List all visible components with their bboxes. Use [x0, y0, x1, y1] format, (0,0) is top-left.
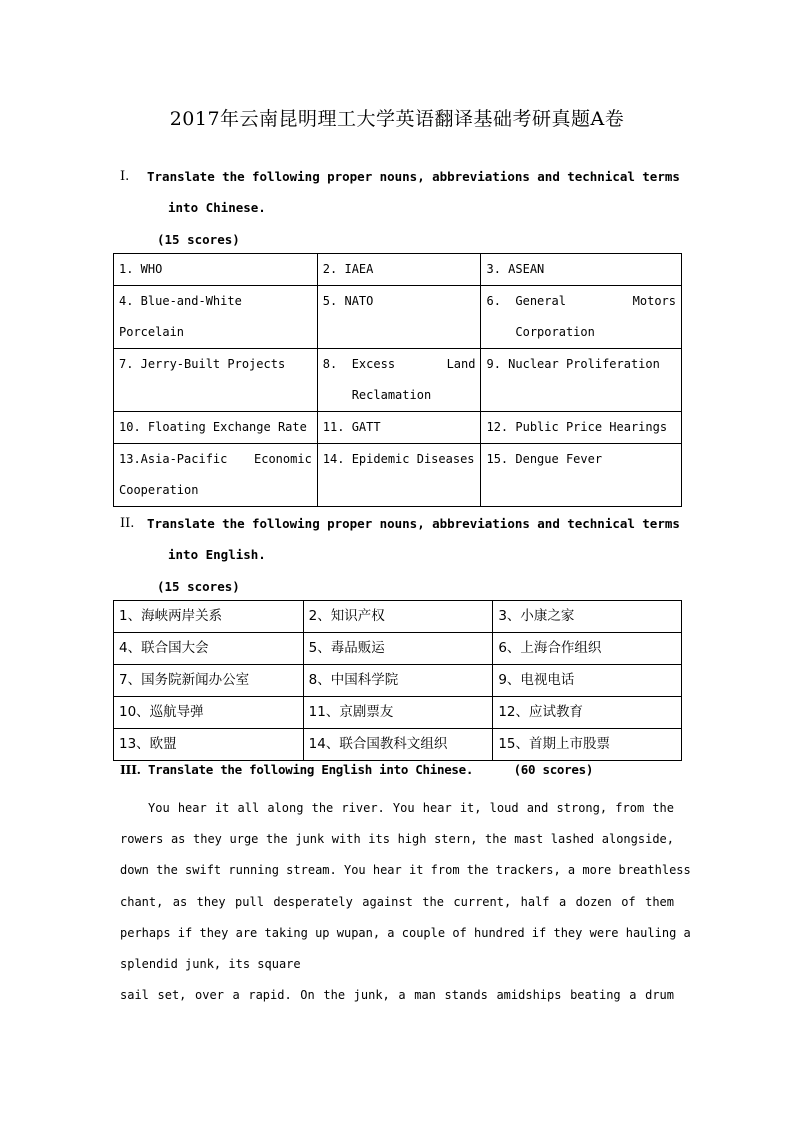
passage-line: perhaps if they are taking up wupan, a couple of hundred if they were hauling a [120, 925, 691, 940]
section-3-heading [120, 762, 593, 777]
section2-instr-word: abbreviations [432, 516, 530, 531]
table-row [114, 729, 682, 761]
term-cell: 5、毒品贩运 [303, 633, 493, 665]
section1-instr-word: technical [567, 169, 635, 184]
section1-instr-word: Translate [147, 169, 215, 184]
section2-instr-word: Translate [147, 516, 215, 531]
term-cell: 1. WHO [114, 254, 318, 286]
section-3-instruction: Translate the following English into Chinese. [147, 762, 474, 777]
section2-instr-word: proper [327, 516, 373, 531]
section2-instr-word: terms [642, 516, 680, 531]
section-2-instruction-line2: into English. [168, 547, 266, 562]
term-text: 6. General Motors Corporation [486, 294, 676, 339]
term-cell: 5. NATO [317, 286, 481, 349]
passage-line: You hear it all along the river. You hear it, loud and strong, from the [148, 801, 674, 815]
term-cell: 8、中国科学院 [303, 665, 493, 697]
section1-instr-word: following [252, 169, 320, 184]
table-row [114, 286, 682, 349]
term-cell: 11、京剧票友 [303, 697, 493, 729]
term-text: 8. Excess Land Reclamation [322, 357, 476, 402]
term-cell: 4. Blue-and-White Porcelain [114, 286, 318, 349]
table-row [114, 697, 682, 729]
term-cell: 11. GATT [317, 412, 481, 444]
term-cell [481, 286, 682, 349]
term-cell: 15、首期上市股票 [493, 729, 682, 761]
passage-line: splendid junk, its square [120, 957, 301, 972]
section-2-number: II. [120, 516, 135, 531]
term-cell: 10. Floating Exchange Rate [114, 412, 318, 444]
term-cell: 6、上海合作组织 [493, 633, 682, 665]
section1-instr-word: and [537, 169, 560, 184]
table-row [114, 349, 682, 412]
term-cell: 9、电视电话 [493, 665, 682, 697]
term-cell: 14、联合国教科文组织 [303, 729, 493, 761]
page-title: 2017年云南昆明理工大学英语翻译基础考研真题A卷 [169, 108, 625, 130]
term-text: 13.Asia-Pacific Economic Cooperation [119, 452, 312, 497]
term-cell [317, 349, 481, 412]
section1-instr-word: terms [642, 169, 680, 184]
table-row [114, 444, 682, 507]
section-3-score: (60 scores) [513, 762, 594, 777]
section1-instr-word: the [222, 169, 245, 184]
section2-instr-word: nouns, [379, 516, 425, 531]
section-2-instruction [147, 508, 680, 539]
section-3-number: III. [120, 762, 141, 777]
term-cell: 7、国务院新闻办公室 [114, 665, 304, 697]
section2-instr-word: the [222, 516, 245, 531]
term-cell: 2. IAEA [317, 254, 481, 286]
section2-instr-word: and [537, 516, 560, 531]
term-cell: 12. Public Price Hearings [481, 412, 682, 444]
passage-line: rowers as they urge the junk with its high stern, the mast lashed alongside, [120, 832, 674, 847]
section-1-table [113, 253, 682, 507]
section1-instr-word: abbreviations [432, 169, 530, 184]
section-1-number: I. [120, 169, 130, 184]
section2-instr-word: technical [567, 516, 635, 531]
section-1-score: (15 scores) [157, 232, 240, 247]
table-row [114, 412, 682, 444]
section-1-instruction [147, 161, 680, 192]
passage-line: down the swift running stream. You hear it from the trackers, a more breathless [120, 863, 691, 878]
term-cell: 9. Nuclear Proliferation [481, 349, 682, 412]
table-row [114, 601, 682, 633]
table-row [114, 665, 682, 697]
term-cell: 1、海峡两岸关系 [114, 601, 304, 633]
table-row [114, 254, 682, 286]
term-cell: 12、应试教育 [493, 697, 682, 729]
section-3-passage [120, 793, 691, 1011]
section-2-heading [120, 508, 680, 570]
term-cell: 7. Jerry-Built Projects [114, 349, 318, 412]
term-cell: 10、巡航导弹 [114, 697, 304, 729]
section2-instr-word: following [252, 516, 320, 531]
term-cell: 2、知识产权 [303, 601, 493, 633]
section-2-table [113, 600, 682, 761]
term-cell: 3、小康之家 [493, 601, 682, 633]
passage-line: sail set, over a rapid. On the junk, a man stands amidships beating a drum [120, 988, 674, 1003]
term-cell: 4、联合国大会 [114, 633, 304, 665]
term-cell: 15. Dengue Fever [481, 444, 682, 507]
section1-instr-word: nouns, [379, 169, 425, 184]
term-cell: 14. Epidemic Diseases [317, 444, 481, 507]
passage-line: chant, as they pull desperately against the current, half a dozen of them [120, 894, 674, 909]
section-1-heading [120, 161, 680, 223]
table-row [114, 633, 682, 665]
term-cell: 3. ASEAN [481, 254, 682, 286]
section-1-instruction-line2: into Chinese. [168, 200, 266, 215]
term-cell [114, 444, 318, 507]
term-cell: 13、欧盟 [114, 729, 304, 761]
section1-instr-word: proper [327, 169, 373, 184]
section-2-score: (15 scores) [157, 579, 240, 594]
